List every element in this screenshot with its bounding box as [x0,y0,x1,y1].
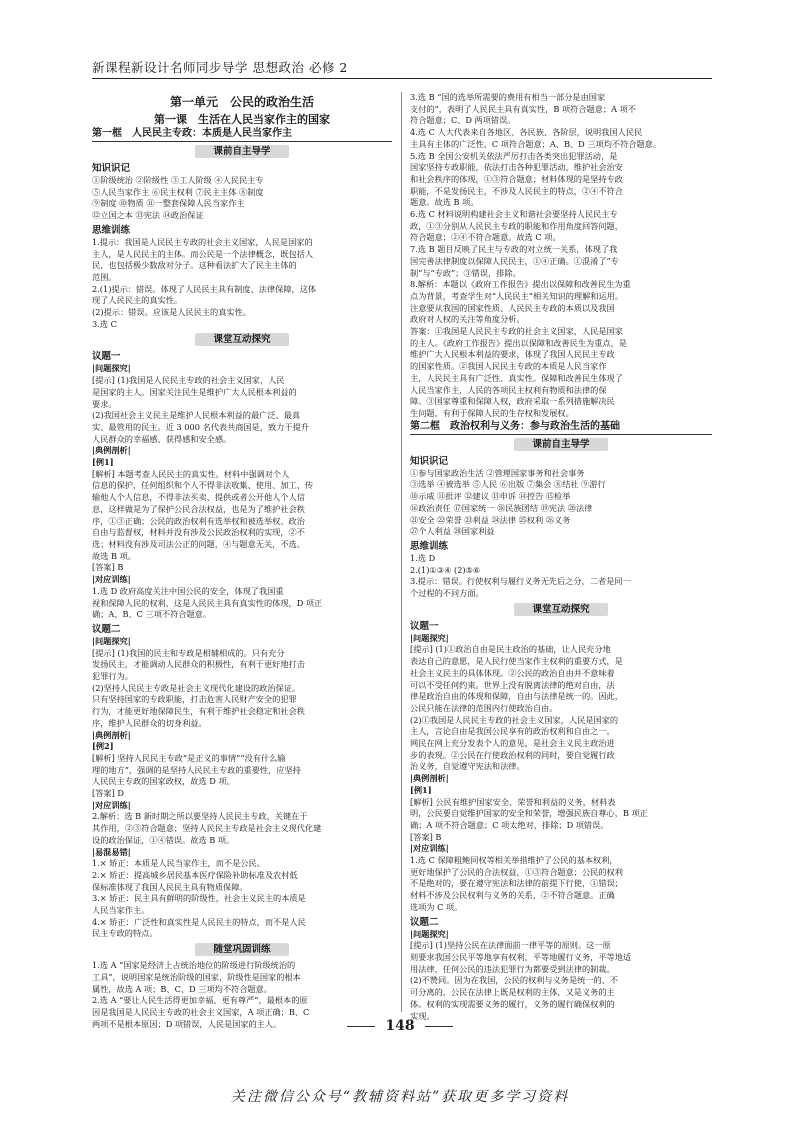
text-line: 治义务，自觉遵守宪法和法律。 [410,761,525,772]
text-line: 障。③国家尊重和保障人权，政府采取一系列措施解决民 [410,396,615,407]
text-line: 只有坚持国家的专政职能，打击危害人民财产安全的犯罪 [92,694,297,705]
label-tag: |问题探究| [92,363,131,374]
page-number-row [0,1018,800,1034]
text-line: 体。权利的实现需要义务的履行，义务的履行确保权利的 [410,998,615,1009]
text-line: 题意。故选 B 项。 [410,197,479,208]
text-line: 3.× 矫正：民主具有鲜明的阶级性，社会主义民主的本质是 [92,893,306,904]
text-line: (2)①我国是人民民主专政的社会主义国家，人民是国家的 [410,714,619,725]
column-divider [401,92,402,1012]
section-title: 第一框 人民民主专政：本质是人民当家作主 [92,127,392,142]
text-line: 理的地方”，强调的是坚持人民民主专政的重要性，应坚持 [92,764,301,775]
left-column [92,92,392,1030]
label-tag: [例1] [92,457,114,468]
text-line: [答案] B [410,831,442,842]
label-tag: |典例剖析| [410,773,449,784]
text-line: 政府对人权的关注等角度分析。 [410,314,525,325]
text-line: 现了人民民主的真实性。 [92,295,183,306]
text-line: 主具有主体的广泛性，C 项符合题意；A、B、D 三项均不符合题意。 [410,138,662,149]
text-line: 保标准体现了我国人民民主具有物质保障。 [92,881,248,892]
text-line: 1.选 D 政府高度关注中国公民的安全，体现了我国重 [92,585,284,596]
text-line: 序，①③正确；公民的政治权利有选举权和被选举权、政治 [92,515,305,526]
text-line: ⑩示威 ⑪批评 ⑫建议 ⑬申诉 ⑭控告 ⑮检举 [410,491,571,502]
lesson-title: 第一课 生活在人民当家作主的国家 [154,113,330,126]
text-line: ⑯政治责任 ⑰国家统一 ⑱民族团结 ⑲宪法 ⑳法律 [410,502,593,513]
label-tag: |易混易错| [92,846,131,857]
label-tag: |对应训练| [92,799,131,810]
text-line: 2.选 A “要让人民生活得更加幸福、更有尊严”，最根本的原 [92,995,308,1006]
running-header: 新课程新设计名师同步导学 思想政治 必修 2 [92,60,348,75]
page-number: 148 [385,1018,415,1034]
text-line: 民主专政的特点。 [92,928,158,939]
text-line: 人民当家作主。 [92,905,150,916]
text-line: 支付的”，表明了人民民主具有真实性，B 项符合题意；A 项不 [410,103,637,114]
text-line: [解析] 公民有维护国家安全、荣誉和利益的义务，材料表 [410,796,616,807]
section-title: 第二框 政治权利与义务：参与政治生活的基础 [410,420,712,435]
text-line: 1.选 A “国家是经济上占统治地位的阶级进行阶级统治的 [92,960,296,971]
text-line: 生问题，有利于保障人民的生存权和发展权。 [410,407,574,418]
text-line: 3.提示：错误。行使权利与履行义务无先后之分，二者是同一 [410,576,631,587]
text-line: (2)我国社会主义民主是维护人民根本利益的最广泛、最真 [92,410,301,421]
text-line: 答案：①我国是人民民主专政的社会主义国家，人民是国家 [410,326,623,337]
text-line: 的主人。《政府工作报告》提出以保障和改善民生为重点，是 [410,337,627,348]
text-line: (2)提示：错误。应该是人民民主的真实性。 [92,307,251,318]
text-line: 则要求我国公民平等地享有权利，平等地履行义务，平等地适 [410,952,632,962]
text-line: 3.选 C [92,318,117,329]
text-line: 2.(1)①③④ (2)⑤⑥ [410,564,481,575]
text-line: 信息的保护，任何组织和个人不得非法收集、使用、加工、传 [92,480,314,491]
text-line: 选项为 C 项。 [410,901,463,912]
text-line: (2)不赞同。因为在我国，公民的权利与义务是统一的、不 [410,975,619,986]
text-line: 维护广大人民根本利益的要求，体现了我国人民民主专政 [410,349,615,360]
text-line: 2.解析：选 B 新时期之所以要坚持人民民主专政，关键在于 [92,811,308,822]
text-line: [解析] 本题考查人民民主的真实性。材料中强调对个人 [92,468,290,479]
text-line: 不是绝对的，要在遵守宪法和法律的前提下行使，①错误； [410,878,623,889]
text-line: 确；A 项不符合题意；C 项太绝对，排除；D 项错误。 [410,819,609,830]
text-line: ㉗个人利益 ㉘国家利益 [410,526,495,537]
text-line: 律是政治自由的体现和保障，自由与法律是统一的。因此， [410,691,623,702]
text-line: [提示] (1)①政治自由是民主政治的基础，让人民充分地 [410,644,611,655]
text-line: 人民当家作主，人民的各项民主权利有物质和法律的保 [410,384,607,395]
text-line: 2.× 矫正：提高城乡居民基本医疗保险补助标准及农村低 [92,869,298,880]
subsection-heading: 议题一 [92,351,121,363]
text-line: 实、最管用的民主。近 3 000 名代表共商国是，致力于提升 [92,421,309,432]
subsection-heading: 知识识记 [92,163,131,174]
label-tag: |对应训练| [410,843,449,854]
text-line: 输他人个人信息，不得非法买卖、提供或者公开他人个人信 [92,492,305,503]
text-line: 职能，不是发扬民主，不涉及人民民主的特点，②④不符合 [410,185,623,196]
text-line: 更好地保护了公民的合法权益，①③符合题意；公民的权利 [410,866,623,877]
text-line: [提示] (1)坚持公民在法律面前一律平等的原则。这一原 [410,940,611,951]
text-line: 符合题意；C、D 两项错误。 [410,115,516,126]
text-line: 个过程的不同方面。 [410,588,484,599]
subsection-heading: 议题二 [410,916,439,928]
subsection-heading: 知识识记 [410,455,449,467]
text-line: 明，公民要自觉维护国家的安全和荣誉，增强民族自尊心，B 项正 [410,808,648,819]
text-line: 可分离的，公民在法律上既是权利的主体，又是义务的主 [410,987,615,998]
subsection-heading: 思维训练 [92,224,131,236]
text-line: [解析] 坚持人民民主专政“是正义的事情”“没有什么输 [92,752,286,763]
text-line: 确；A、B、C 三项不符合题意。 [92,609,212,620]
text-line: [答案] B [92,562,124,573]
text-line: 主，人民民主具有广泛性、真实性。保障和改善民生体现了 [410,372,623,383]
text-line: 工具”，说明国家是统治阶级的国家，阶级性是国家的根本 [92,971,301,982]
text-line: 人民民主专政的国家政权，故选 D 项。 [92,776,235,787]
text-line: 犯罪行为。 [92,671,133,682]
section-band: 课前自主导学 [410,438,712,452]
footer-note: 关注微信公众号“教辅资料站”获取更多学习资料 [230,1089,570,1105]
text-line: 属性，故选 A 项；B、C、D 三项均不符合题意。 [92,983,272,994]
text-line: 社会主义民主的具体体现。②公民的政治自由并不意味着 [410,667,615,678]
section-band: 课堂互动探究 [92,333,392,347]
text-line: ⑤人民当家作主 ⑥民主权利 ⑦民主主体 ⑧制度 [92,186,264,197]
text-line: 设的政治保证，①④错误。故选 B 项。 [92,834,235,845]
text-line: 自由与监督权，材料并没有涉及公民政治权利的实现，②不 [92,527,305,538]
label-tag: [例1] [410,784,432,795]
text-line: 表达自己的意愿，是人民行使当家作主权利的重要方式，是 [410,656,623,667]
label-tag: |问题探究| [92,635,131,646]
unit-title: 第一单元 公民的政治生活 [169,95,314,109]
text-line: 要求。 [92,398,117,409]
text-line: 主人，言论自由是我国公民享有的政治权利和自由之一。 [410,726,615,737]
text-line: 国完善法律制度以保障人民民主，①④正确。①混淆了“专 [410,255,619,266]
section-band: 课堂互动探究 [410,603,712,617]
label-tag: |问题探究| [410,928,449,939]
text-line: ①阶级统治 ②阶级性 ③工人阶级 ④人民民主专 [92,175,264,185]
text-line: 4.选 C 人大代表来自各地区、各民族、各阶层，说明我国人民民 [410,127,643,138]
text-line: ⑨制度 ⑩物质 ⑪一整套保障人民当家作主 [92,198,245,209]
text-line: 视和保障人民的权利，这是人民民主具有真实性的体现，D 项正 [92,597,323,608]
text-line: 选；材料没有涉及司法公正的问题，④与题意无关，不选。 [92,538,305,549]
header-rule [92,78,712,79]
text-line: 8.解析：本题以《政府工作报告》提出以保障和改善民生为重 [410,279,631,290]
text-line: 故选 B 项。 [92,550,136,561]
text-line: 范围。 [92,271,117,282]
text-line: 发扬民主，才能调动人民群众的积极性，有利于更好地打击 [92,659,305,670]
label-tag: |对应训练| [92,574,131,585]
text-line: 的国家性质。②我国人民民主专政的本质是人民当家作 [410,361,607,372]
text-line: 其作用，②③符合题意；坚持人民民主专政是社会主义现代化建 [92,823,322,834]
right-column [410,92,712,1022]
text-line: 人民群众的幸福感、获得感和安全感。 [92,433,232,444]
text-line: 步的表现。②公民在行使政治权利的同时，要自觉履行政 [410,749,615,760]
text-line: 1.提示：我国是人民民主专政的社会主义国家，人民是国家的 [92,236,313,247]
text-line: ㉑安全 ㉒荣誉 ㉓利益 ㉔法律 ㉕权利 ㉖义务 [410,514,571,525]
text-line: 两项不是根本原因；D 项错误，人民是国家的主人。 [92,1018,282,1029]
text-line: ③选举 ④被选举 ⑤人民 ⑥出版 ⑦集会 ⑧结社 ⑨游行 [410,479,606,490]
text-line: 政，①③分别从人民民主专政的职能和作用角度回答问题， [410,220,623,231]
text-line: 1.× 矫正：本质是人民当家作主，而不是公民。 [92,858,265,869]
text-line: 民，也包括极少数敌对分子。这种看法扩大了民主主体的 [92,260,297,271]
text-line: 6.选 C 材料说明构建社会主义和谐社会要坚持人民民主专 [410,209,618,220]
text-line: ①参与国家政治生活 ②管理国家事务和社会事务 [410,467,585,478]
text-line: 符合题意；②④不符合题意。故选 C 项。 [410,232,561,243]
text-line: ⑫立国之本 ⑬宪法 ⑭政治保证 [92,210,204,221]
subsection-heading: 思维训练 [410,540,449,552]
text-line: 可以不受任何约束。世界上没有脱离法律的绝对自由，法 [410,679,615,690]
text-line: [答案] D [92,788,124,799]
text-line: 行为，才能更好地保障民生，有利于维护社会稳定和社会秩 [92,706,305,717]
label-tag: |典例剖析| [92,445,131,456]
text-line: 序，维护人民群众的切身利益。 [92,717,207,728]
text-line: [提示] (1)我国的民主和专政是相辅相成的。只有充分 [92,647,285,658]
text-line: 因是我国是人民民主专政的社会主义国家，A 项正确；B、C [92,1007,310,1017]
text-line: 材料不涉及公民权利与义务的关系，②不符合题意。正确 [410,890,615,901]
text-line: 1.选 C 保障粗鲍同权等相关举措维护了公民的基本权利， [410,855,618,866]
text-line: 息，这样做是为了保护公民合法权益，也是为了维护社会秩 [92,503,305,514]
label-tag: |典例剖析| [92,729,131,740]
text-line: 制”与“专政”；③错误，排除。 [410,267,521,278]
label-tag: |问题探究| [410,632,449,643]
text-line: 注意要从我国的国家性质、人民民主专政的本质以及我国 [410,302,615,313]
section-band: 随堂巩固训练 [92,943,392,957]
text-line: 公民只能在法律的范围内行使政治自由。 [410,702,558,713]
label-tag: [例2] [92,741,114,752]
text-line: 国家坚持专政职能，依法打击各种犯罪活动，维护社会治安 [410,162,623,173]
text-line: (2)坚持人民民主专政是社会主义现代化建设的政治保证。 [92,682,301,693]
text-line: 用法律，任何公民的违法犯罪行为都要受到法律的制裁。 [410,963,615,974]
text-line: 7.选 B 题目反映了民主与专政的对立统一关系，体现了我 [410,244,618,255]
text-line: 4.× 矫正：广泛性和真实性是人民民主的特点，而不是人民 [92,916,306,927]
text-line: 主人，是人民民主的主体。而公民是一个法律概念，既包括人 [92,248,314,259]
subsection-heading: 议题二 [92,623,121,635]
text-line: 网民在网上充分发表个人的意见，是社会主义民主政治进 [410,738,615,749]
section-band: 课前自主导学 [92,145,392,159]
text-line: 1.选 D [410,552,436,563]
text-line: 实现。 [410,1010,435,1021]
text-line: 是国家的主人。国家关注民生是维护广大人民根本利益的 [92,386,297,397]
text-line: 点为背景，考查学生对“人民民主”相关知识的理解和运用。 [410,290,624,301]
text-line: [提示] (1)我国是人民民主专政的社会主义国家，人民 [92,375,285,386]
subsection-heading: 议题一 [410,620,439,632]
text-line: 3.选 B “国的选举所需要的费用有相当一部分是由国家 [410,92,606,102]
text-line: 2.(1)提示：错误。体现了人民民主具有制度、法律保障，这体 [92,283,317,294]
text-line: 5.选 B 全国公安机关依法严厉打击各类突出犯罪活动，是 [410,150,618,161]
text-line: 和社会秩序的体现，①③符合题意；材料体现的是坚持专政 [410,173,623,184]
